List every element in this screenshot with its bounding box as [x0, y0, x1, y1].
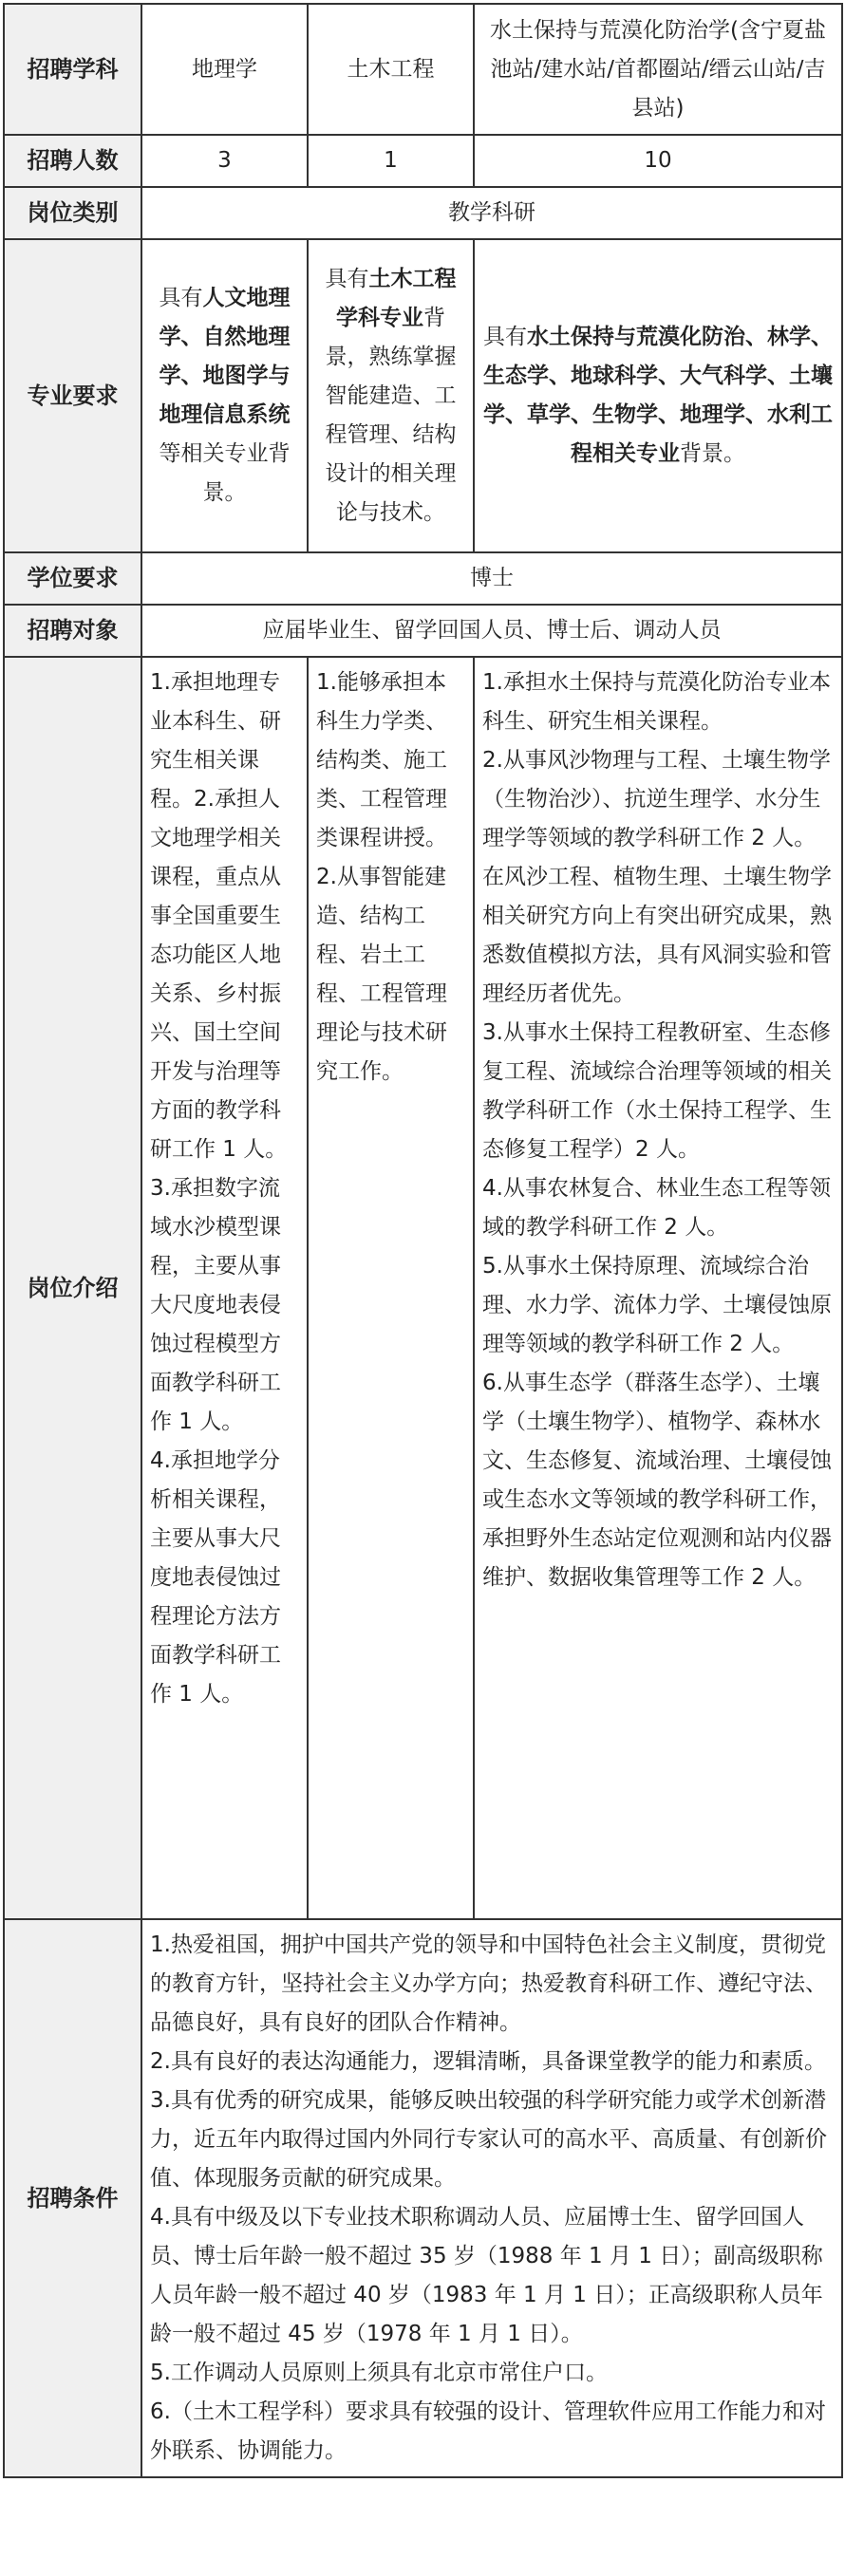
category-header: 岗位类别	[4, 187, 141, 239]
subject-soil-conservation: 水土保持与荒漠化防治学(含宁夏盐池站/建水站/首都圈站/缙云山站/吉县站)	[474, 4, 842, 135]
intro-item: 1.能够承担本科生力学类、结构类、施工类、工程管理类课程讲授。	[316, 670, 447, 850]
target-header: 招聘对象	[4, 605, 141, 657]
row-degree	[4, 552, 842, 605]
subject-civil-engineering: 土木工程	[308, 4, 474, 135]
intro-item: 4.承担地学分析相关课程，主要从事大尺度地表侵蚀过程理论方法方面教学科研工作 1 人。	[150, 1448, 281, 1707]
major-pre: 具有	[159, 286, 203, 310]
row-category	[4, 187, 842, 239]
condition-item: 5.工作调动人员原则上须具有北京市常住户口。	[150, 2361, 608, 2385]
condition-item: 4.具有中级及以下专业技术职称调动人员、应届博士生、留学回国人员、博士后年龄一般不超过 35 岁（1988 年 1 月 1 日）；副高级职称人员年龄一般不超过 40 岁（1983 年 1 月 1 日）；正高级职称人员年龄一般不超过 45 岁（1978 年 1 月 1 日）。	[150, 2205, 823, 2346]
degree-header: 学位要求	[4, 552, 141, 605]
major-geography	[141, 239, 308, 552]
row-subject	[4, 4, 842, 135]
condition-item: 3.具有优秀的研究成果，能够反映出较强的科学研究能力或学术创新潜力，近五年内取得过国内外同行专家认可的高水平、高质量、有创新价值、体现服务贡献的研究成果。	[150, 2088, 827, 2191]
conditions-header: 招聘条件	[4, 1919, 141, 2477]
major-civil-engineering	[308, 239, 474, 552]
intro-geography	[141, 657, 308, 1919]
count-geography: 3	[141, 135, 308, 187]
recruitment-table	[3, 3, 843, 2478]
row-major	[4, 239, 842, 552]
count-soil-conservation: 10	[474, 135, 842, 187]
condition-item: 1.热爱祖国，拥护中国共产党的领导和中国特色社会主义制度，贯彻党的教育方针，坚持社会主义办学方向；热爱教育科研工作、遵纪守法、品德良好，具有良好的团队合作精神。	[150, 1932, 827, 2035]
intro-item: 2.从事智能建造、结构工程、岩土工程、工程管理理论与技术研究工作。	[316, 865, 447, 1084]
major-pre: 具有	[483, 325, 527, 349]
condition-item: 6.（土木工程学科）要求具有较强的设计、管理软件应用工作能力和对外联系、协调能力。	[150, 2399, 826, 2463]
intro-header: 岗位介绍	[4, 657, 141, 1919]
category-value: 教学科研	[141, 187, 842, 239]
major-post: 背景，熟练掌握智能建造、工程管理、结构设计的相关理论与技术。	[325, 305, 457, 525]
row-conditions	[4, 1919, 842, 2477]
row-intro	[4, 657, 842, 1919]
condition-item: 2.具有良好的表达沟通能力，逻辑清晰，具备课堂教学的能力和素质。	[150, 2049, 826, 2074]
subject-geography: 地理学	[141, 4, 308, 135]
row-target	[4, 605, 842, 657]
intro-item: 3.承担数字流域水沙模型课程，主要从事大尺度地表侵蚀过程模型方面教学科研工作 1 人。	[150, 1176, 281, 1434]
target-value: 应届毕业生、留学回国人员、博士后、调动人员	[141, 605, 842, 657]
count-header: 招聘人数	[4, 135, 141, 187]
major-soil-conservation	[474, 239, 842, 552]
major-pre: 具有	[325, 266, 369, 291]
intro-civil-engineering	[308, 657, 474, 1919]
major-header: 专业要求	[4, 239, 141, 552]
intro-item: 2.从事风沙物理与工程、土壤生物学（生物治沙）、抗逆生理学、水分生理学等领域的教学科研工作 2 人。在风沙工程、植物生理、土壤生物学相关研究方向上有突出研究成果，熟悉数值模拟方法，具有风洞实验和管理经历者优先。	[482, 748, 832, 1006]
intro-item: 4.从事农林复合、林业生态工程等领域的教学科研工作 2 人。	[482, 1176, 831, 1240]
major-bold: 土木工程学科专业	[336, 266, 457, 330]
intro-item: 1.承担地理专业本科生、研究生相关课程。2.承担人文地理学相关课程，重点从事全国重要生态功能区人地关系、乡村振兴、国土空间开发与治理等方面的教学科研工作 1 人。	[150, 670, 288, 1162]
intro-item: 1.承担水土保持与荒漠化防治专业本科生、研究生相关课程。	[482, 670, 831, 734]
row-count	[4, 135, 842, 187]
subject-header: 招聘学科	[4, 4, 141, 135]
count-civil-engineering: 1	[308, 135, 474, 187]
intro-item: 6.从事生态学（群落生态学）、土壤学（土壤生物学）、植物学、森林水文、生态修复、流域治理、土壤侵蚀或生态水文等领域的教学科研工作，承担野外生态站定位观测和站内仪器维护、数据收集管理等工作 2 人。	[482, 1371, 832, 1590]
major-post: 等相关专业背景。	[159, 441, 291, 505]
intro-item: 3.从事水土保持工程教研室、生态修复工程、流域综合治理等领域的相关教学科研工作（水土保持工程学、生态修复工程学）2 人。	[482, 1020, 832, 1162]
conditions-list	[141, 1919, 842, 2477]
major-bold: 人文地理学、自然地理学、地图学与地理信息系统	[159, 286, 291, 427]
intro-soil-conservation	[474, 657, 842, 1919]
degree-value: 博士	[141, 552, 842, 605]
intro-item: 5.从事水土保持原理、流域综合治理、水力学、流体力学、土壤侵蚀原理等领域的教学科研工作 2 人。	[482, 1254, 832, 1356]
major-post: 背景。	[680, 441, 745, 466]
major-bold: 水土保持与荒漠化防治、林学、生态学、地球科学、大气科学、土壤学、草学、生物学、地理学、水利工程相关专业	[483, 325, 833, 466]
